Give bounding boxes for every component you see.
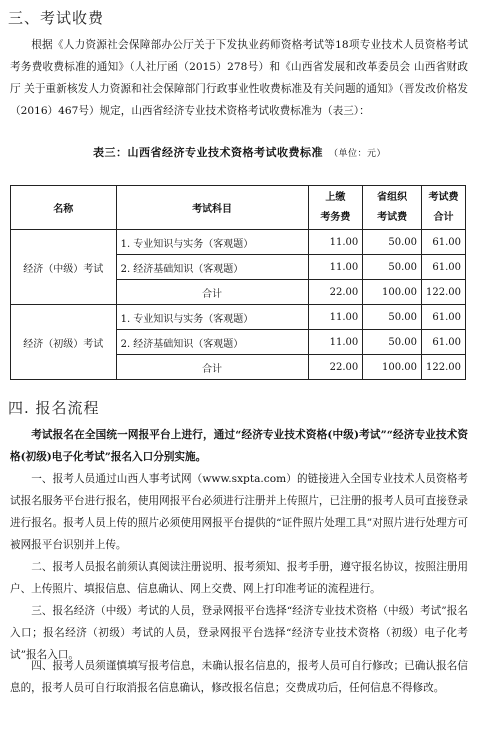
prov-fee-cell: 100.00 [363, 355, 422, 380]
upper-fee-cell: 11.00 [308, 330, 363, 355]
step-2-paragraph: 二、报考人员报名前须认真阅读注册说明、报考须知、报考手册，遵守报名协议，按照注册用户、上传照片、填报信息、信息确认、网上交费、网上打印准考证的流程进行。 [10, 561, 468, 595]
total-fee-cell: 61.00 [422, 330, 466, 355]
total-fee-cell: 122.00 [422, 280, 466, 305]
step-4-paragraph: 四、报考人员须谨慎填写报考信息，未确认报名信息的，报考人员可自行修改；已确认报名信息的，报考人员可自行取消报名信息确认，修改报名信息；交费成功后，任何信息不得修改。 [10, 660, 468, 694]
group-name-intermediate: 经济（中级）考试 [11, 230, 117, 305]
header-total-fee: 考试费 合计 [422, 186, 466, 230]
prov-fee-cell: 100.00 [363, 280, 422, 305]
table-caption-unit: （单位：元） [328, 149, 386, 159]
registration-intro-paragraph [10, 424, 468, 468]
registration-intro-bold: 考试报名在全国统一网报平台上进行，通过“经济专业技术资格(中级)考试”“经济专业技术资格(初级)电子化考试”报名入口分别实施。 [10, 429, 468, 463]
fee-table [10, 185, 466, 380]
subject-cell: 2. 经济基础知识（客观题） [116, 255, 308, 280]
step-1-paragraph: 一、报考人员通过山西人事考试网（www.sxpta.com）的链接进入全国专业技术人员资格考试报名服务平台进行报名，使用网报平台必须进行注册并上传照片，已注册的报考人员可直接登录进行报名。报考人员上传的照片必须使用网报平台提供的“证件照片处理工具”对照片进行处理方可被网报平台识别并上传。 [10, 473, 468, 551]
total-fee-cell: 122.00 [422, 355, 466, 380]
upper-fee-cell: 11.00 [308, 230, 363, 255]
total-fee-cell: 61.00 [422, 230, 466, 255]
upper-fee-cell: 11.00 [308, 255, 363, 280]
table-row [11, 305, 466, 330]
total-fee-cell: 61.00 [422, 255, 466, 280]
header-name: 名称 [11, 186, 117, 230]
table-header-row [11, 186, 466, 230]
subtotal-label: 合计 [116, 280, 308, 305]
section-3-heading: 三、考试收费 [8, 9, 105, 27]
table-caption [0, 144, 479, 160]
upper-fee-cell: 11.00 [308, 305, 363, 330]
subject-cell: 2. 经济基础知识（客观题） [116, 330, 308, 355]
prov-fee-cell: 50.00 [363, 230, 422, 255]
step-3-paragraph: 三、报名经济（中级）考试的人员，登录网报平台选择“经济专业技术资格（中级）考试”报名入口；报名经济（初级）考试的人员，登录网报平台选择“经济专业技术资格（初级）电子化考试”报名入口。 [10, 605, 468, 661]
fee-basis-paragraph: 根据《人力资源社会保障部办公厅关于下发执业药师资格考试等18项专业技术人员资格考试考务费收费标准的通知》（人社厅函（2015）278号）和《山西省发展和改革委员会 山西省财政厅 关于重新核发人力资源和社会保障部门行政事业性收费标准及有关问题的通知》（晋发改价格发（2016）467号）规定，山西省经济专业技术资格考试收费标准为（表三）： [10, 39, 468, 117]
table-caption-title: 表三：山西省经济专业技术资格考试收费标准 [92, 146, 323, 159]
group-name-junior: 经济（初级）考试 [11, 305, 117, 380]
prov-fee-cell: 50.00 [363, 305, 422, 330]
upper-fee-cell: 22.00 [308, 355, 363, 380]
section-4-heading: 四. 报名流程 [8, 399, 100, 417]
header-prov-fee: 省组织 考试费 [363, 186, 422, 230]
prov-fee-cell: 50.00 [363, 330, 422, 355]
header-upper-fee: 上缴 考务费 [308, 186, 363, 230]
subject-cell: 1. 专业知识与实务（客观题） [116, 305, 308, 330]
prov-fee-cell: 50.00 [363, 255, 422, 280]
upper-fee-cell: 22.00 [308, 280, 363, 305]
subject-cell: 1. 专业知识与实务（客观题） [116, 230, 308, 255]
subtotal-label: 合计 [116, 355, 308, 380]
total-fee-cell: 61.00 [422, 305, 466, 330]
table-row [11, 230, 466, 255]
header-subject: 考试科目 [116, 186, 308, 230]
